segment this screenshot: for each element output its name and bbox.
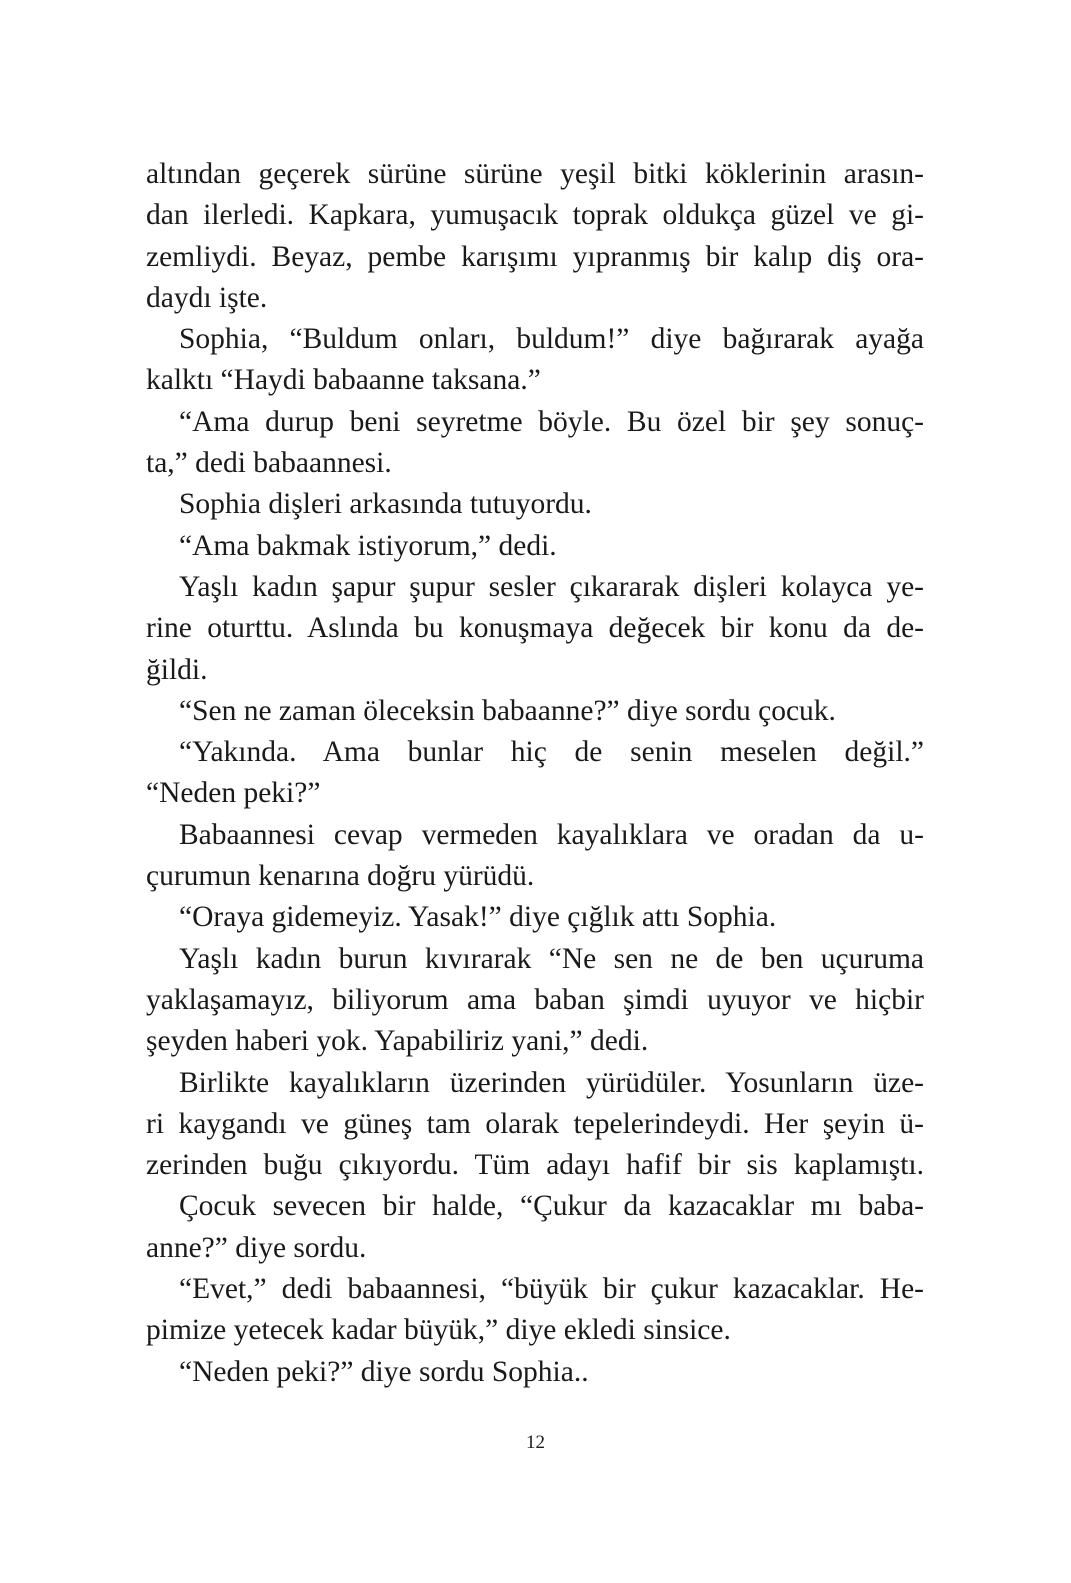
text-line: anne?” diye sordu. [146, 1231, 367, 1264]
text-line: Çocuk sevecen bir halde, “Çukur da kazacaklar mı baba- [179, 1190, 924, 1223]
text-line: şeyden haberi yok. Yapabiliriz yani,” dedi. [146, 1025, 649, 1058]
text-line: altından geçerek sürüne sürüne yeşil bitki köklerinin arasın- [146, 158, 924, 190]
text-line: pimize yetecek kadar büyük,” diye ekledi sinsice. [146, 1314, 731, 1347]
text-line: Yaşlı kadın şapur şupur sesler çıkararak dişleri kolayca ye- [179, 570, 924, 603]
text-line: Sophia, “Buldum onları, buldum!” diye bağırarak ayağa [179, 323, 924, 356]
text-line: yaklaşamayız, biliyorum ama baban şimdi uyuyor ve hiçbir [146, 983, 924, 1016]
text-line: rine oturttu. Aslında bu konuşmaya değecek bir konu da de- [146, 612, 924, 645]
text-line: “Ama durup beni seyretme böyle. Bu özel bir şey sonuç- [179, 405, 924, 438]
text-line: Sophia dişleri arkasında tutuyordu. [179, 488, 592, 521]
page-number: 12 [526, 1432, 545, 1453]
text-line: ri kaygandı ve güneş tam olarak tepelerindeydi. Her şeyin ü- [146, 1107, 924, 1140]
text-line: dan ilerledi. Kapkara, yumuşacık toprak oldukça güzel ve gi- [146, 199, 924, 232]
text-line: zerinden buğu çıkıyordu. Tüm adayı hafif bir sis kaplamıştı. [146, 1149, 924, 1182]
text-line: Birlikte kayalıkların üzerinden yürüdüler. Yosunların üze- [179, 1066, 924, 1099]
text-line: Yaşlı kadın burun kıvırarak “Ne sen ne de ben uçuruma [179, 942, 924, 975]
text-line: “Neden peki?” [146, 777, 321, 810]
text-line: daydı işte. [146, 281, 268, 314]
text-line: “Yakında. Ama bunlar hiç de senin meselen değil.” [179, 736, 924, 769]
text-line: zemliydi. Beyaz, pembe karışımı yıpranmış bir kalıp diş ora- [146, 240, 924, 273]
text-line: “Neden peki?” diye sordu Sophia.. [179, 1355, 589, 1388]
text-line: “Oraya gidemeyiz. Yasak!” diye çığlık attı Sophia. [179, 901, 777, 934]
text-line: kalktı “Haydi babaanne taksana.” [146, 364, 541, 397]
text-line: ta,” dedi babaannesi. [146, 447, 392, 480]
body-text [146, 154, 924, 1393]
text-line: ğildi. [146, 653, 208, 686]
text-line: Babaannesi cevap vermeden kayalıklara ve oradan da u- [179, 818, 924, 851]
text-line: çurumun kenarına doğru yürüdü. [146, 860, 535, 893]
text-line: “Evet,” dedi babaannesi, “büyük bir çukur kazacaklar. He- [179, 1273, 924, 1306]
text-line: “Ama bakmak istiyorum,” dedi. [179, 529, 557, 562]
text-line: “Sen ne zaman öleceksin babaanne?” diye sordu çocuk. [179, 694, 836, 727]
